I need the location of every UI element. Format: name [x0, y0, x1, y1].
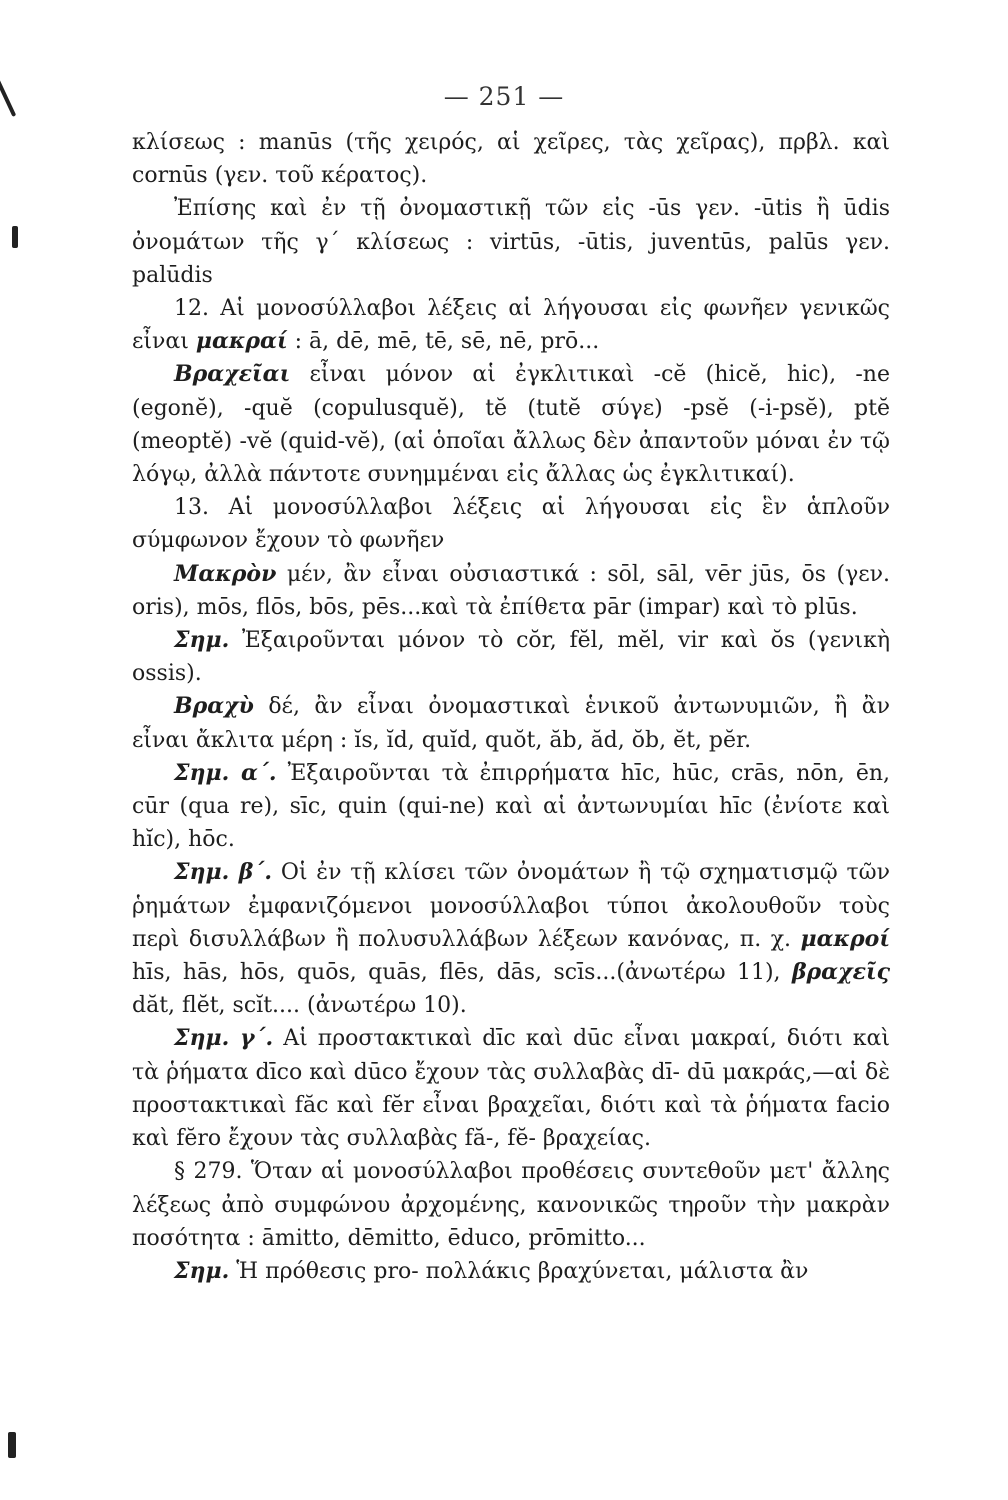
- paragraph: [132, 126, 890, 192]
- paragraph: [132, 624, 890, 690]
- paragraph-text: μέν, ἂν εἶναι οὐσιαστικά : sōl, sāl, vēr jūs, ōs (γεν. oris), mōs, flōs, bōs, pēs...καὶ τὰ ἐπίθετα pār (impar) καὶ τὸ plūs.: [132, 561, 890, 620]
- paragraph-label: Σημ. γ΄.: [174, 1025, 274, 1052]
- paragraph: [132, 358, 890, 491]
- page-number: — 251 —: [443, 82, 565, 111]
- paragraph-text: Ἐξαιροῦνται μόνον τὸ cŏr, fĕl, mĕl, vir καὶ ŏs (γενικὴ ossis).: [132, 628, 890, 687]
- paragraph: [132, 192, 890, 292]
- paragraph-text: δέ, ἂν εἶναι ὀνομαστικαὶ ἑνικοῦ ἀντωνυμιῶν, ἢ ἂν εἶναι ἄκλιτα μέρη : ĭs, ĭd, quĭd, quŏt, ăb, ăd, ŏb, ĕt, pĕr.: [132, 694, 890, 753]
- paragraph-text: dăt, flĕt, scĭt.... (ἀνωτέρω 10).: [132, 993, 467, 1019]
- paragraph-label: μακροί: [800, 925, 890, 952]
- paragraph-text: Οἱ ἐν τῇ κλίσει τῶν ὀνομάτων ἢ τῷ σχηματισμῷ τῶν ῥημάτων ἐμφανιζόμενοι μονοσύλλαβοι τύποι ἀκολουθοῦν τοὺς περὶ δισυλλάβων ἢ πολυσυλλάβων λέξεων κανόνας, π. χ.: [132, 860, 890, 952]
- paragraph-label: μακραί: [195, 328, 288, 355]
- paragraph: [132, 1022, 890, 1155]
- paragraph-text: : ā, dē, mē, tē, sē, nē, prō...: [287, 329, 600, 355]
- paragraph-text: 12. Αἱ μονοσύλλαβοι λέξεις αἱ λήγουσαι εἰς φωνῆεν γενικῶς εἶναι: [132, 296, 890, 355]
- paragraph-text: Ἐξαιροῦνται τὰ ἐπιρρήματα hīc, hūc, crās, nōn, ēn, cūr (qua re), sīc, quin (qui-ne) καὶ αἱ ἀντωνυμίαι hīc (ἐνίοτε καὶ hĭc), hōc.: [132, 760, 890, 853]
- paragraph: [132, 491, 890, 557]
- paragraph-label: βραχεῖς: [791, 959, 890, 986]
- paragraph: [132, 856, 890, 1022]
- paragraph-text: Ἡ πρόθεσις pro- πολλάκις βραχύνεται, μάλιστα ἂν: [229, 1258, 809, 1284]
- paragraph: [132, 690, 890, 756]
- scan-smudge-mid-left: [12, 226, 18, 248]
- paragraph-text: 13. Αἱ μονοσύλλαβοι λέξεις αἱ λήγουσαι εἰς ἓν ἁπλοῦν σύμφωνον ἔχουν τὸ φωνῆεν: [132, 495, 890, 554]
- paragraph-text: § 279. Ὅταν αἱ μονοσύλλαβοι προθέσεις συντεθοῦν μετ' ἄλλης λέξεως ἀπὸ συμφώνου ἀρχομένης, κανονικῶς τηροῦν τὴν μακρὰν ποσότητα : āmitto, dēmitto, ēduco, prōmitto...: [132, 1159, 890, 1251]
- paragraph-label: Βραχεῖαι: [174, 361, 291, 388]
- paragraph-text: Αἱ προστακτικαὶ dīc καὶ dūc εἶναι μακραί, διότι καὶ τὰ ῥήματα dīco καὶ dūco ἔχουν τὰς συλλαβὰς dī- dū μακράς,—αἱ δὲ προστακτικαὶ făc καὶ fĕr εἶναι βραχεῖαι, διότι καὶ τὰ ῥήματα facio καὶ fĕro ἔχουν τὰς συλλαβὰς fă-, fĕ- βραχείας.: [132, 1026, 891, 1152]
- paragraph: [132, 757, 890, 857]
- paragraph: [132, 292, 890, 358]
- paragraph: [132, 558, 890, 624]
- paragraph-text: εἶναι μόνον αἱ ἐγκλιτικαὶ -cĕ (hicĕ, hic), -ne (egonĕ), -quĕ (copulusquĕ), tĕ (tutĕ σύγε) -psĕ (-i-psĕ), ptĕ (meoptĕ) -vĕ (quid-vĕ), (αἱ ὁποῖαι ἄλλως δὲν ἀπαντοῦν μόναι ἐν τῷ λόγῳ, ἀλλὰ πάντοτε συνημμέναι εἰς ἄλλας ὡς ἐγκλιτικαί).: [132, 362, 890, 488]
- paragraph-label: Σημ. α΄.: [174, 759, 277, 786]
- paragraph: [132, 1255, 890, 1288]
- paragraph-label: Μακρὸν: [174, 560, 277, 587]
- paragraph-label: Σημ.: [174, 627, 230, 654]
- paragraph-text: κλίσεως : manūs (τῆς χειρός, αἱ χεῖρες, τὰς χεῖρας), πρβλ. καὶ cornūs (γεν. τοῦ κέρατος).: [132, 130, 890, 189]
- page-text: [132, 126, 890, 1288]
- paragraph-label: Βραχὺ: [174, 693, 254, 720]
- paragraph-text: Ἐπίσης καὶ ἐν τῇ ὀνομαστικῇ τῶν εἰς -ūs γεν. -ūtis ἢ ūdis ὀνομάτων τῆς γ΄ κλίσεως : virtūs, -ūtis, juventūs, palūs γεν. palūdis: [132, 196, 890, 288]
- paragraph-label: Σημ. β΄.: [174, 859, 273, 886]
- paragraph-label: Σημ.: [174, 1257, 230, 1284]
- scan-smudge-bottom-left: [8, 1432, 16, 1458]
- paragraph-text: hīs, hās, hōs, quōs, quās, flēs, dās, scīs...(ἀνωτέρω 11),: [132, 960, 792, 986]
- paragraph: [132, 1155, 890, 1255]
